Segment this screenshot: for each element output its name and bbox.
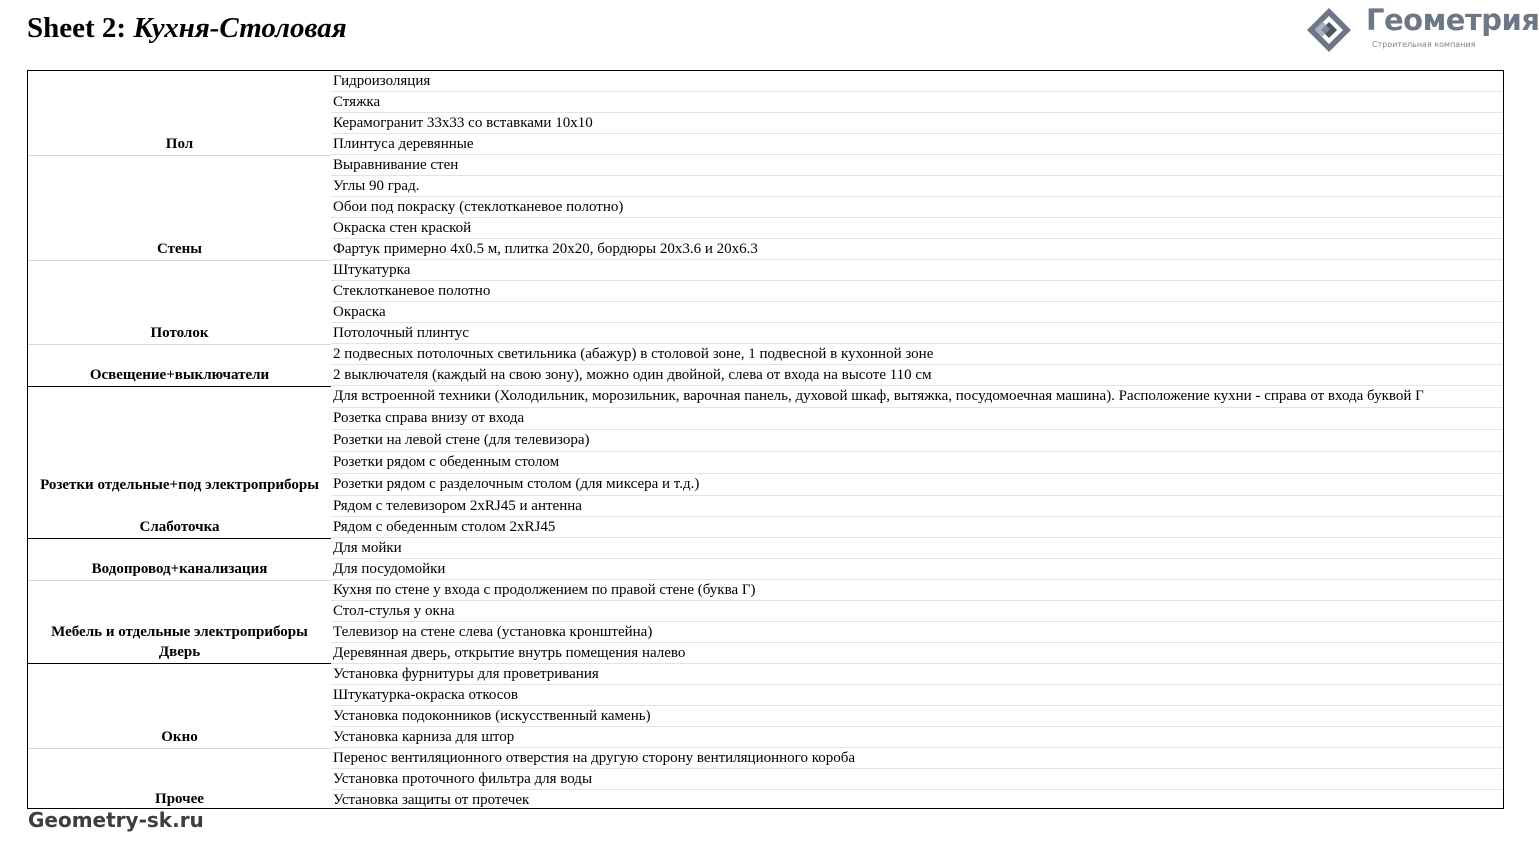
item-row: Плинтуса деревянные	[331, 134, 1503, 155]
category-floor: Пол	[165, 136, 194, 152]
category-sockets: Розетки отдельные+под электроприборы	[28, 386, 331, 496]
category-column	[28, 71, 331, 808]
sheet-title	[27, 12, 347, 45]
item-row: Рядом с телевизором 2хRJ45 и антенна	[331, 496, 1503, 517]
item-row: 2 подвесных потолочных светильника (абажур) в столовой зоне, 1 подвесной в кухонной зоне	[331, 344, 1503, 365]
category-plumbing: Водопровод+канализация	[28, 538, 331, 580]
item-row: Установка защиты от протечек	[333, 792, 530, 808]
category-furniture: Мебель и отдельные электроприборы	[28, 580, 331, 643]
item-row: Деревянная дверь, открытие внутрь помещения налево	[331, 643, 1503, 664]
item-row: Обои под покраску (стеклотканевое полотно)	[331, 197, 1503, 218]
item-row: Штукатурка	[331, 260, 1503, 281]
item-row: Гидроизоляция	[331, 71, 1503, 92]
item-row: Розетки рядом с разделочным столом (для миксера и т.д.)	[331, 474, 1503, 496]
item-row: Для встроенной техники (Холодильник, морозильник, варочная панель, духовой шкаф, вытяжка, посудомоечная машина). Расположение кухни - справа от входа буквой Г	[331, 386, 1503, 408]
item-row: Розетки рядом с обеденным столом	[331, 452, 1503, 474]
item-row: Стол-стулья у окна	[331, 601, 1503, 622]
category-other: Прочее	[28, 748, 331, 810]
category-lighting: Освещение+выключатели	[28, 344, 331, 386]
category-walls: Стены	[28, 155, 331, 260]
item-row: Установка фурнитуры для проветривания	[331, 664, 1503, 685]
item-row: Рядом с обеденным столом 2хRJ45	[331, 517, 1503, 538]
item-row: Для посудомойки	[331, 559, 1503, 580]
category-window: Окно	[161, 729, 198, 745]
item-row: Перенос вентиляционного отверстия на другую сторону вентиляционного короба	[331, 748, 1503, 769]
category-door: Дверь	[28, 643, 331, 664]
item-row: Розетка справа внизу от входа	[331, 408, 1503, 430]
item-row: Установка проточного фильтра для воды	[331, 769, 1503, 790]
item-row: Выравнивание стен	[331, 155, 1503, 176]
item-row: Стеклотканевое полотно	[331, 281, 1503, 302]
work-table	[27, 70, 1504, 809]
geometry-logo-icon	[1306, 7, 1352, 53]
item-row: Окраска стен краской	[331, 218, 1503, 239]
item-row: Штукатурка-окраска откосов	[331, 685, 1503, 706]
item-row: Окраска	[331, 302, 1503, 323]
category-ceiling: Потолок	[28, 260, 331, 344]
item-row: Розетки на левой стене (для телевизора)	[331, 430, 1503, 452]
footer-site-link[interactable]: Geometry-sk.ru	[28, 808, 204, 832]
logo-name: Геометрия	[1366, 3, 1539, 37]
item-row: Установка подоконников (искусственный камень)	[331, 706, 1503, 727]
item-row: Для мойки	[331, 538, 1503, 559]
item-row: Потолочный плинтус	[331, 323, 1503, 344]
item-row: Фартук примерно 4х0.5 м, плитка 20х20, бордюры 20х3.6 и 20х6.3	[331, 239, 1503, 260]
item-row: Стяжка	[331, 92, 1503, 113]
item-row: Керамогранит 33х33 со вставками 10х10	[331, 113, 1503, 134]
item-row: Установка карниза для штор	[331, 727, 1503, 748]
item-row: 2 выключателя (каждый на свою зону), можно один двойной, слева от входа на высоте 110 см	[331, 365, 1503, 386]
item-row: Телевизор на стене слева (установка кронштейна)	[331, 622, 1503, 643]
sheet-name: Кухня-Столовая	[133, 12, 347, 44]
logo-subtitle: Строительная компания	[1372, 40, 1476, 49]
company-logo	[1306, 3, 1539, 53]
category-low-voltage: Слаботочка	[139, 519, 220, 535]
item-row: Углы 90 град.	[331, 176, 1503, 197]
item-row: Кухня по стене у входа с продолжением по правой стене (буква Г)	[331, 580, 1503, 601]
sheet-label: Sheet 2:	[27, 12, 127, 44]
items-column	[331, 71, 1503, 811]
